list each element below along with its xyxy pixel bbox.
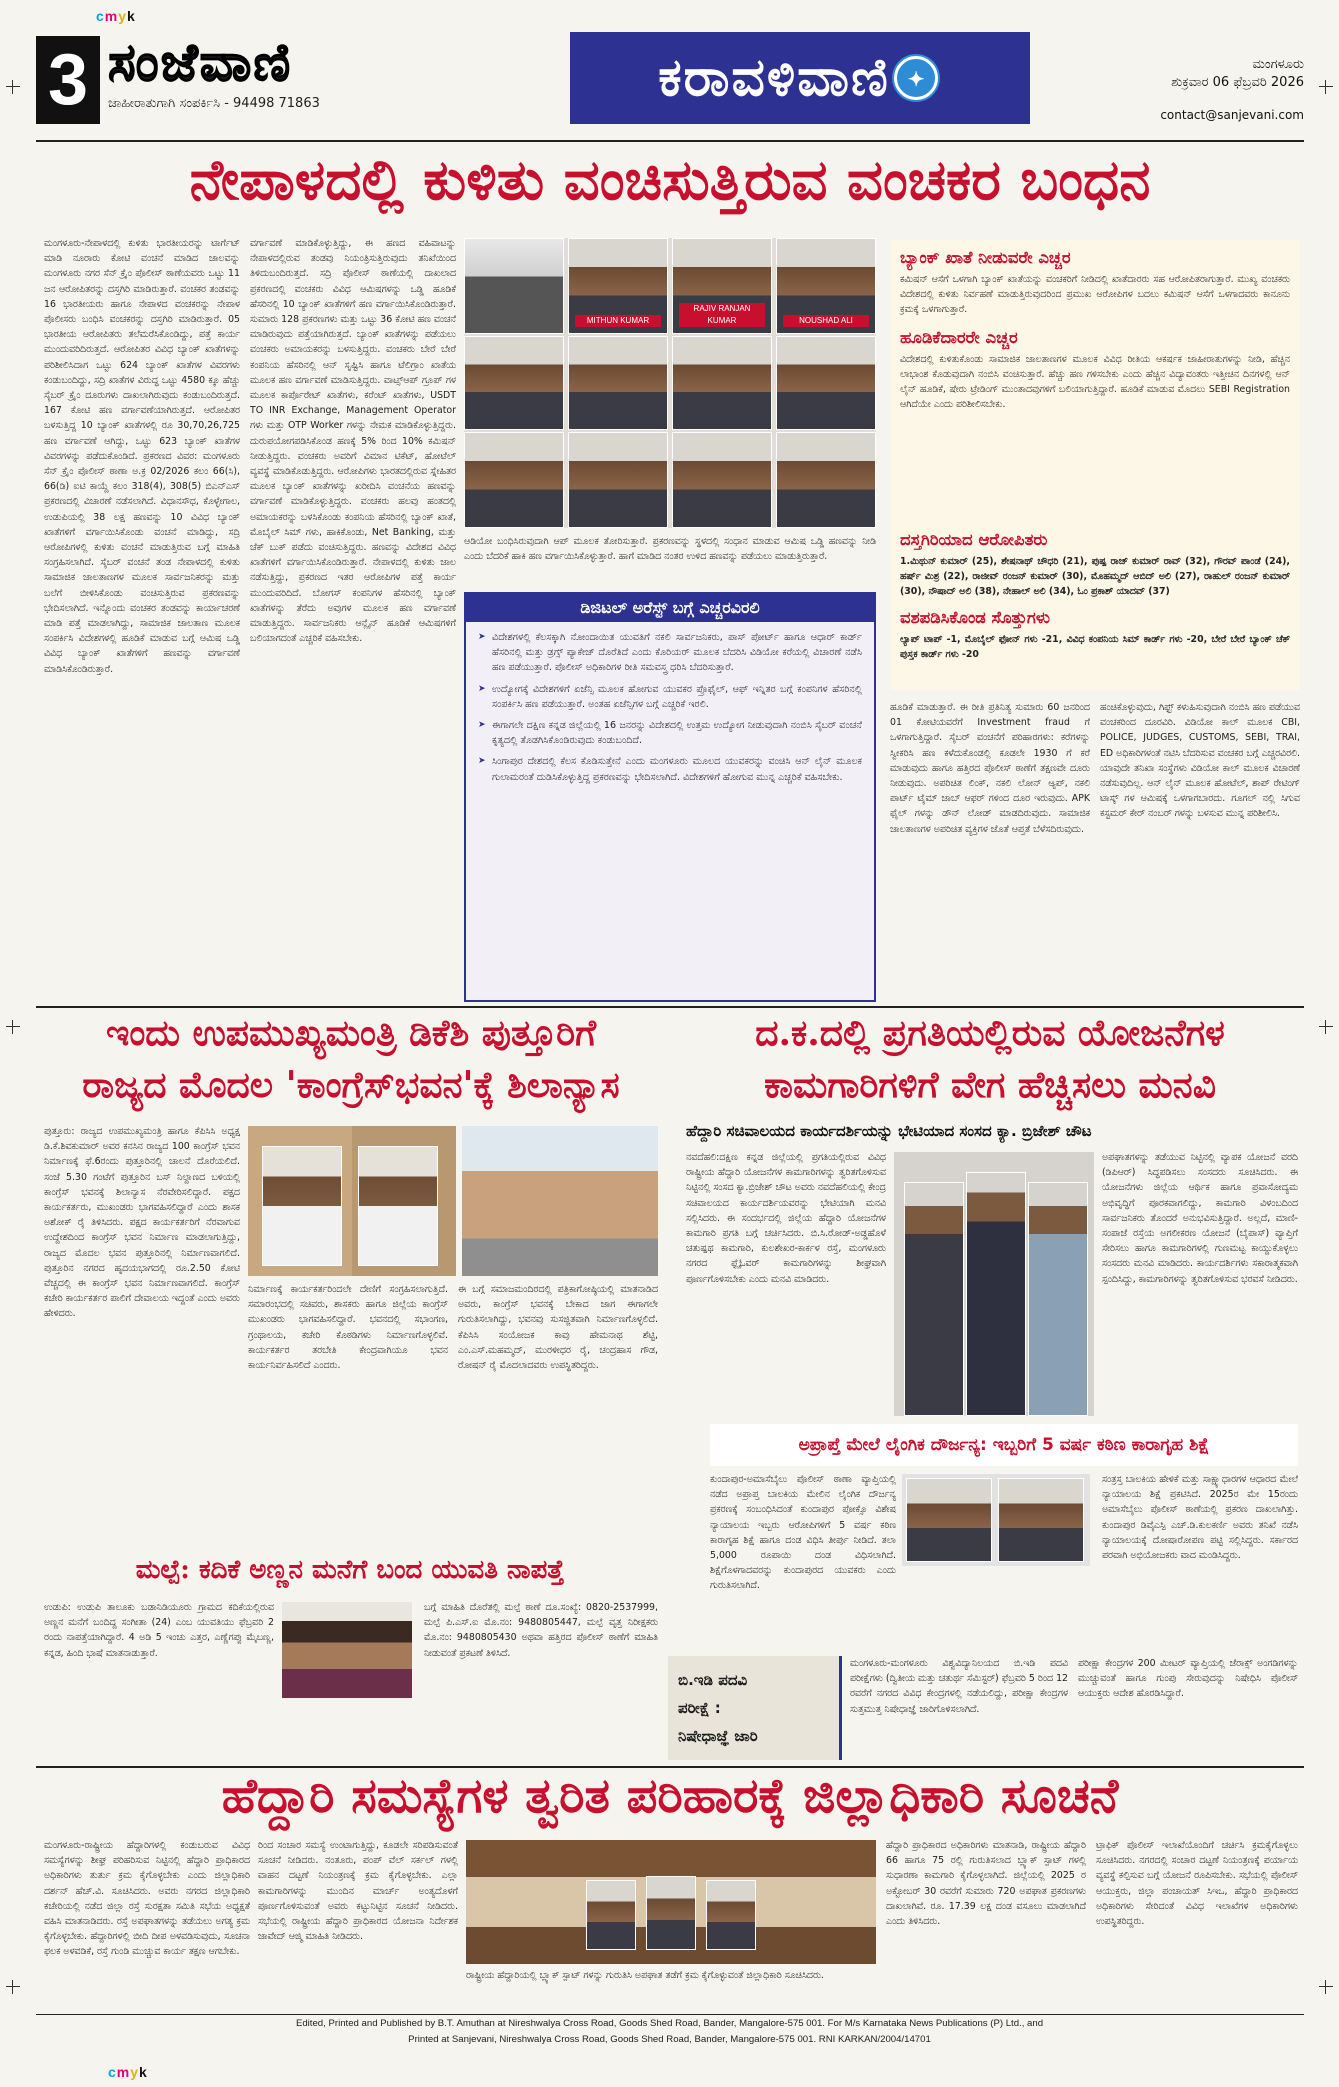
suspect-photo — [672, 336, 772, 430]
suspect-photo — [568, 432, 668, 528]
divider — [36, 1006, 1304, 1008]
suspect-photo — [464, 336, 564, 430]
registration-mark-icon — [6, 1980, 20, 1994]
lead-col-2: ವರ್ಗಾವಣೆ ಮಾಡಿಕೊಳ್ಳುತ್ತಿದ್ದು, ಈ ಹಣದ ವಹಿವಾಟನ್ನು ನೇಪಾಳದಲ್ಲಿರುವ ತಂಡವು ನಿಯಂತ್ರಿಸುತ್ತಿರುವುದು ತನಿಖೆಯಿಂದ ತಿಳಿದುಬಂದಿರುತ್ತದೆ. ಸದ್ರಿ ಪೊಲೀಸ್ ಠಾಣೆಯಲ್ಲಿ ದಾಖಲಾದ ಪ್ರಕರಣದಲ್ಲಿ ವಂಚಕರು ವಿವಿಧ ಆಮಿಷಗಳನ್ನು ಒಡ್ಡಿ ಹೂಡಿಕೆ ಹೆಸರಿನಲ್ಲಿ 10 ಬ್ಯಾಂಕ್ ಖಾತೆಗಳಿಗೆ ಹಣ ವರ್ಗಾಯಿಸಿಕೊಂಡಿರುತ್ತಾರೆ. ಸುಮಾರು 128 ಪ್ರಕರಣಗಳು ಮತ್ತು ಒಟ್ಟು 36 ಕೋಟಿ ಹಣ ವಂಚನೆ ಮಾಡಿರುವುದು ಪತ್ತೆಯಾಗಿರುತ್ತದೆ. ಬ್ಯಾಂಕ್ ಖಾತೆಗಳನ್ನು ಪಡೆಯಲು ವಂಚಕರು ಅಮಾಯಕರನ್ನು ಬಳಸುತ್ತಿದ್ದರು. ವಂಚಕರು ಬೇರೆ ಬೇರೆ ಕಂಪನಿಯ ಹೆಸರಿನಲ್ಲಿ ಆನ್ ಸೃಷ್ಟಿಸಿ ಹಾಗೂ ಟೆಲಿಗ್ರಾಂ ಖಾತೆಯ ಮೂಲಕ ಹಣ ವರ್ಗಾವಣೆ ಮಾಡಿಸುತ್ತಿದ್ದರು. ವಾಟ್ಸ್ಆಪ್ ಗ್ರೂಪ್ ಗಳ ಮೂಲಕ ಕಾರ್ಪೊರೇಟ್ ಖಾತೆಗಳು, ಕರೆಂಟ್ ಖಾತೆಗಳು, USDT TO INR Exchange, Management Operator ಗಳು ಮತ್ತು OTP Worker ಗಳನ್ನು ನೇಮಕ ಮಾಡಿಕೊಳ್ಳುತ್ತಿದ್ದರು. ದುರುಪಯೋಗಪಡಿಸಿಕೊಂಡ ಹಣಕ್ಕೆ 5% ರಿಂದ 10% ಕಮಿಷನ್ ನೀಡುತ್ತಿದ್ದರು. ವಂಚಕರು ಅವರಿಗೆ ವಿಮಾನ ಟಿಕೆಟ್, ಹೋಟೆಲ್ ವ್ಯವಸ್ಥೆ ಮಾಡಿಕೊಡುತ್ತಿದ್ದರು. ಆರೋಪಿಗಳು ಭಾರತದಲ್ಲಿರುವ ಸ್ನೇಹಿತರ ಮೂಲಕ ಬ್ಯಾಂಕ್ ಖಾತೆಗಳನ್ನು ಖರೀದಿಸಿ ವಂಚನೆಯ ಹಣವನ್ನು ವರ್ಗಾವಣೆ ಮಾಡಿಕೊಳ್ಳುತ್ತಿದ್ದರು. ವಂಚಕರು ಹಲವು ಹಂತದಲ್ಲಿ ಅಮಾಯಕರನ್ನು ಬಳಸಿಕೊಂಡು ಕಂಪನಿಯ ಹೆಸರಿನಲ್ಲಿ ಬ್ಯಾಂಕ್ ಖಾತೆ, ಮೊಬೈಲ್ ಸಿಮ್ ಗಳು, ಹಾಕಿಕೊಂಡು, Net Banking, ಮತ್ತು ಚೆಕ್ ಬುಕ್ ಪಡೆದು ವಂಚಿಸುತ್ತಿದ್ದರು. ಹಣವನ್ನು ವಿದೇಶದ ವಿವಿಧ ಖಾತೆಗಳಿಗೆ ವರ್ಗಾಯಿಸಿಕೊಂಡಿರುತ್ತಾರೆ. ನೇಪಾಳದಲ್ಲಿ ಕುಳಿತು ಜಾಲ ನಡೆಸುತ್ತಿದ್ದು, ಪ್ರಕರಣದ ಇತರ ಆರೋಪಿಗಳ ಪತ್ತೆ ಕಾರ್ಯ ಮುಂದುವರಿದಿದೆ. ಬೋಗಸ್ ಕಂಪನಿಗಳ ಹೆಸರಿನಲ್ಲಿ ಬ್ಯಾಂಕ್ ಖಾತೆಗಳನ್ನು ತೆರೆದು ಅವುಗಳ ಮೂಲಕ ಹಣ ವರ್ಗಾವಣೆ ಮಾಡುತ್ತಿದ್ದರು. ಸಾರ್ವಜನಿಕರು ಆನ್ಲೈನ್ ಹೂಡಿಕೆ ಆಮಿಷಗಳಿಗೆ ಬಲಿಯಾಗದಂತೆ ಎಚ್ಚರಿಕೆ ವಹಿಸಬೇಕು. — [250, 238, 456, 645]
edition-name: ಕರಾವಳಿವಾಣಿ — [658, 47, 890, 108]
convict-photos — [902, 1474, 1090, 1566]
mp-meeting-photo — [894, 1152, 1094, 1416]
congress-col-1: ಪುತ್ತೂರು: ರಾಜ್ಯದ ಉಪಮುಖ್ಯಮಂತ್ರಿ ಹಾಗೂ ಕೆಪಿಸಿಸಿ ಅಧ್ಯಕ್ಷ ಡಿ.ಕೆ.ಶಿವಕುಮಾರ್ ಅವರ ಕನಸಿನ ರಾಜ್ಯದ 100 ಕಾಂಗ್ರೆಸ್ ಭವನ ನಿರ್ಮಾಣಕ್ಕೆ ಫೆ.6ರಂದು ಪುತ್ತೂರಿನಲ್ಲಿ ಚಾಲನೆ ದೊರೆಯಲಿದೆ. ಸಂಜೆ 5.30 ಗಂಟೆಗೆ ಪುತ್ತೂರಿನ ಬಸ್ ನಿಲ್ದಾಣದ ಬಳಿಯಲ್ಲಿ ಕಾಂಗ್ರೆಸ್ ಭವನಕ್ಕೆ ಶಿಲಾನ್ಯಾಸ ನೆರವೇರಿಸಲಿದ್ದಾರೆ. ಪಕ್ಷದ ಕಾರ್ಯಕರ್ತರು, ಮುಖಂಡರು ಭಾಗವಹಿಸಲಿದ್ದಾರೆ ಎಂದು ಶಾಸಕ ಅಶೋಕ್ ರೈ ತಿಳಿಸಿದರು. ಪಕ್ಷದ ಕಾರ್ಯಕರ್ತರಿಗೆ ನೆರವಾಗುವ ಉದ್ದೇಶದಿಂದ ಕಾಂಗ್ರೆಸ್ ಭವನ ನಿರ್ಮಾಣ ಮಾಡಲಾಗುತ್ತಿದ್ದು, ರಾಜ್ಯದ ಮೊದಲ ಭವನ ಪುತ್ತೂರಿನಲ್ಲಿ ನಿರ್ಮಾಣವಾಗಲಿದೆ. ಪುತ್ತೂರಿನ ನಗರದ ಹೃದಯಭಾಗದಲ್ಲಿ ರೂ.2.50 ಕೋಟಿ ವೆಚ್ಚದಲ್ಲಿ ಈ ಕಾಂಗ್ರೆಸ್ ಭವನ ನಿರ್ಮಾಣವಾಗಲಿದೆ. ಕಾಂಗ್ರೆಸ್ ಕಚೇರಿ ಕಾರ್ಯಕರ್ತರ ಪಾಲಿಗೆ ದೇವಾಲಯ ಇದ್ದಂತೆ ಎಂದು ಅವರು ಹೇಳಿದರು. — [44, 1126, 240, 1320]
person-photo — [966, 1172, 1026, 1416]
registration-mark-icon — [6, 1020, 20, 1034]
brand-name: ಸಂಜೆವಾಣಿ — [108, 32, 293, 93]
highway-col-3: ಹೆದ್ದಾರಿ ಪ್ರಾಧಿಕಾರದ ಅಧಿಕಾರಿಗಳು ಮಾತನಾಡಿ, ರಾಷ್ಟ್ರೀಯ ಹೆದ್ದಾರಿ 66 ಹಾಗೂ 75 ರಲ್ಲಿ ಗುರುತಿಸಲಾದ ಬ್ಲ್ಯಾಕ್ ಸ್ಪಾಟ್ ಗಳಲ್ಲಿ ಸುಧಾರಣಾ ಕಾಮಗಾರಿ ಕೈಗೊಳ್ಳಲಾಗಿದೆ. ಜಿಲ್ಲೆಯಲ್ಲಿ 2025 ರ ಅಕ್ಟೋಬರ್ 30 ರವರೆಗೆ ಸುಮಾರು 720 ಅಪಘಾತ ಪ್ರಕರಣಗಳು ದಾಖಲಾಗಿವೆ. ರೂ. 17.39 ಲಕ್ಷ ದಂಡ ವಸೂಲು ಮಾಡಲಾಗಿದೆ ಎಂದು ತಿಳಿಸಿದರು. — [886, 1840, 1086, 1928]
person-photo — [1028, 1182, 1088, 1416]
contact-email[interactable]: contact@sanjevani.com — [1160, 108, 1304, 122]
masthead — [36, 32, 1304, 132]
list-item: ➤ ವಿದೇಶಗಳಲ್ಲಿ ಕೆಲಸಕ್ಕಾಗಿ ನೋಂದಾಯಿತ ಯುವತಿಗೆ ನಕಲಿ ಸಾರ್ವಜನಿಕರು, ಪಾಸ್ ಪೋರ್ಟ್ ಹಾಗೂ ಆಧಾರ್ ಕಾರ್ಡ್ ಹೆಸರಿನಲ್ಲಿ ಮತ್ತು ಡ್ರಗ್ಸ್ ಪ್ಯಾಕೇಜ್ ದೊರೆತಿದೆ ಎಂದು ಕೊರಿಯರ್ ಮೂಲಕ ಬೆದರಿಸಿ ವಿಡಿಯೋ ಕರೆಯಲ್ಲಿ ವಿಚಾರಣೆ ನಡೆಸಿ ಹಣ ಪಡೆಯುತ್ತಾರೆ. ಪೊಲೀಸ್ ಅಧಿಕಾರಿಗಳ ರೀತಿ ಸಮವಸ್ತ್ರ ಧರಿಸಿ ಬೆದರಿಸುತ್ತಾರೆ. — [478, 630, 862, 676]
arrested-title: ದಸ್ತಗಿರಿಯಾದ ಆರೋಪಿತರು — [900, 530, 1048, 549]
lead-headline: ನೇಪಾಳದಲ್ಲಿ ಕುಳಿತು ವಂಚಿಸುತ್ತಿರುವ ವಂಚಕರ ಬಂಧನ — [189, 147, 1151, 213]
suspect-photo: RAJIV RANJAN KUMAR — [672, 238, 772, 334]
malpe-headline: ಮಲ್ಪೆ: ಕದಿಕೆ ಅಣ್ಣನ ಮನೆಗೆ ಬಂದ ಯುವತಿ ನಾಪತ್ತೆ — [135, 1555, 565, 1585]
suspect-photo — [464, 432, 564, 528]
imprint-line-1: Edited, Printed and Published by B.T. Amuthan at Nireshwalya Cross Road, Goods Shed Road, Bander, Mangalore-575 001. For M/s Karnataka News Publications (P) Ltd., and — [295, 2018, 1044, 2029]
divider — [36, 2014, 1304, 2015]
highway-headline: ಹೆದ್ದಾರಿ ಸಮಸ್ಯೆಗಳ ತ್ವರಿತ ಪರಿಹಾರಕ್ಕೆ ಜಿಲ್ಲಾಧಿಕಾರಿ ಸೂಚನೆ — [221, 1768, 1119, 1824]
person-photo — [358, 1146, 438, 1266]
person-photo — [904, 1182, 964, 1416]
projects-byline: ಹೆದ್ದಾರಿ ಸಚಿವಾಲಯದ ಕಾರ್ಯದರ್ಶಿಯನ್ನು ಭೇಟಿಯಾದ ಸಂಸದ ಕ್ಯಾ. ಬ್ರಿಜೇಶ್ ಚೌಟ — [686, 1122, 1092, 1140]
dateline — [1171, 56, 1304, 92]
brand-tagline: ಜಾಹೀರಾತುಗಾಗಿ ಸಂಪರ್ಕಿಸಿ - 94498 71863 — [108, 96, 320, 111]
list-item: ➤ ಸಿಂಗಾಪುರ ದೇಶದಲ್ಲಿ ಕೆಲಸ ಕೊಡಿಸುತ್ತೇನೆ ಎಂದು ಮಂಗಳೂರು ಮೂಲದ ಯುವಕರನ್ನು ವಂಚಿಸಿ ಆನ್ ಲೈನ್ ಮೂಲಕ ಗುಲಾಮರಂತೆ ದುಡಿಸಿಕೊಳ್ಳುತ್ತಿದ್ದ ಪ್ರಕರಣವನ್ನು ಭೇದಿಸಲಾಗಿದೆ. ವಿದೇಶಗಳಿಗೆ ಹೋಗುವ ಮುನ್ನ ಎಚ್ಚರಿಕೆ ವಹಿಸಬೇಕು. — [478, 754, 862, 784]
divider — [36, 140, 1304, 142]
bank-warning-title: ಬ್ಯಾಂಕ್ ಖಾತೆ ನೀಡುವರೇ ಎಚ್ಚರ — [900, 248, 1071, 267]
person-photo — [586, 1880, 636, 1950]
seized-list: ಲ್ಯಾಪ್ ಟಾಪ್ -1, ಮೊಬೈಲ್ ಫೋನ್ ಗಳು -21, ವಿವಿಧ ಕಂಪನಿಯ ಸಿಮ್ ಕಾರ್ಡ್ ಗಳು -20, ಬೇರೆ ಬೇರೆ ಬ್ಯಾಂಕ್ ಚೆಕ್ ಪುಸ್ತಕ ಕಾರ್ಡ್ ಗಳು -20 — [900, 633, 1290, 660]
pocso-headline: ಅಪ್ರಾಪ್ತೆ ಮೇಲೆ ಲೈಂಗಿಕ ದೌರ್ಜನ್ಯ: ಇಬ್ಬರಿಗೆ 5 ವರ್ಷ ಕಠಿಣ ಕಾರಾಗೃಹ ಶಿಕ್ಷೆ — [710, 1424, 1298, 1466]
registration-mark-icon — [6, 80, 20, 94]
person-photo — [906, 1478, 992, 1562]
dateline-date: ಶುಕ್ರವಾರ 06 ಫೆಬ್ರವರಿ 2026 — [1171, 75, 1304, 90]
invest-warning-text: ವಿದೇಶದಲ್ಲಿ ಕುಳಿತುಕೊಂಡು ಸಾಮಾಜಿಕ ಜಾಲತಾಣಗಳ ಮೂಲಕ ವಿವಿಧ ರೀತಿಯ ಆಕರ್ಷಕ ಜಾಹೀರಾತುಗಳನ್ನು ನೀಡಿ, ಹೆಚ್ಚಿನ ಲಾಭಾಂಶ ಕೊಡುವುದಾಗಿ ನಂಬಿಸಿ ವಂಚಿಸುತ್ತಾರೆ. ಹೆಚ್ಚು ಹಣ ಗಳಿಸಬೇಕು ಎಂದು ಹೆಚ್ಚಿನ ವಿದ್ಯಾವಂತರು ಇತ್ತೀಚಿನ ದಿನಗಳಲ್ಲಿ ಆನ್ ಲೈನ್ ಹೂಡಿಕೆ, ಷೇರು ಟ್ರೇಡಿಂಗ್ ಮುಂತಾದವುಗಳಿಗೆ ಬಲಿಯಾಗುತ್ತಿದ್ದಾರೆ. ಹೂಡಿಕೆ ಮಾಡುವ ಮೊದಲು SEBI Registration ಆಗಿದೆಯೇ ಎಂದು ಪರಿಶೀಲಿಸಬೇಕು. — [900, 353, 1290, 411]
suspect-photo — [776, 336, 876, 430]
suspect-photo — [568, 336, 668, 430]
projects-col-1: ನವದೆಹಲಿ:ದಕ್ಷಿಣ ಕನ್ನಡ ಜಿಲ್ಲೆಯಲ್ಲಿ ಪ್ರಗತಿಯಲ್ಲಿರುವ ವಿವಿಧ ರಾಷ್ಟ್ರೀಯ ಹೆದ್ದಾರಿ ಯೋಜನೆಗಳ ಕಾಮಗಾರಿಗಳನ್ನು ತ್ವರಿತಗೊಳಿಸುವ ನಿಟ್ಟಿನಲ್ಲಿ ಸಂಸದ ಕ್ಯಾ.ಬ್ರಿಜೇಶ್ ಚೌಟ ಅವರು ನವದೆಹಲಿಯಲ್ಲಿ ಕೇಂದ್ರ ಸಚಿವಾಲಯದ ಕಾರ್ಯದರ್ಶಿಯವರನ್ನು ಭೇಟಿಯಾಗಿ ಮನವಿ ಸಲ್ಲಿಸಿದರು. ಈ ಸಂದರ್ಭದಲ್ಲಿ ಜಿಲ್ಲೆಯ ಹೆದ್ದಾರಿ ಯೋಜನೆಗಳ ಕಾಮಗಾರಿ ಪ್ರಗತಿ ಬಗ್ಗೆ ಚರ್ಚಿಸಿದರು. ಬಿ.ಸಿ.ರೋಡ್-ಅಡ್ಡಹೊಳೆ ಚತುಷ್ಪಥ ಕಾಮಗಾರಿ, ಕುಲಶೇಖರ-ಕಾರ್ಕಳ ರಸ್ತೆ, ಮಂಗಳೂರು ನಗರದ ಫ್ಲೈಓವರ್ ಕಾಮಗಾರಿಗಳನ್ನು ಶೀಘ್ರವಾಗಿ ಪೂರ್ಣಗೊಳಿಸಬೇಕು ಎಂದು ಮನವಿ ಮಾಡಿದರು. — [686, 1152, 886, 1285]
bank-warning-text: ಕಮಿಷನ್ ಆಸೆಗೆ ಒಳಗಾಗಿ ಬ್ಯಾಂಕ್ ಖಾತೆಯನ್ನು ವಂಚಕರಿಗೆ ನೀಡಿದಲ್ಲಿ ಖಾತೆದಾರರು ಸಹ ಆರೋಪಿತರಾಗುತ್ತಾರೆ. ಮುಖ್ಯ ವಂಚಕರು ವಿದೇಶದಲ್ಲಿ ಕುಳಿತು ನಿರ್ವಹಣೆ ಮಾಡುತ್ತಿರುವುದರಿಂದ ಪ್ರಮುಖ ಆರೋಪಿಗಳ ಬದಲು ಕಮಿಷನ್ ಆಸೆಗೆ ಒಳಗಾದವರು ಕಾನೂನು ಕ್ರಮಕ್ಕೆ ಒಳಗಾಗುತ್ತಾರೆ. — [900, 274, 1290, 316]
highway-col-2: ರಿಂದ ಸಂಚಾರ ಸಮಸ್ಯೆ ಉಂಟಾಗುತ್ತಿದ್ದು, ಕೂಡಲೇ ಸರಿಪಡಿಸುವಂತೆ ಸೂಚನೆ ನೀಡಿದರು. ನಂತೂರು, ಪಂಪ್ ವೆಲ್ ಸರ್ಕಲ್ ಗಳಲ್ಲಿ ವಾಹನ ದಟ್ಟಣೆ ನಿಯಂತ್ರಣಕ್ಕೆ ಕ್ರಮ ಕೈಗೊಳ್ಳಬೇಕು. ಎಲ್ಲಾ ಕಾಮಗಾರಿಗಳನ್ನು ಮುಂದಿನ ಮಾರ್ಚ್ ಅಂತ್ಯದೊಳಗೆ ಪೂರ್ಣಗೊಳಿಸುವಂತೆ ಅವರು ಕಟ್ಟುನಿಟ್ಟಿನ ಸೂಚನೆ ನೀಡಿದರು. ಸಭೆಯಲ್ಲಿ ರಾಷ್ಟ್ರೀಯ ಹೆದ್ದಾರಿ ಪ್ರಾಧಿಕಾರದ ಯೋಜನಾ ನಿರ್ದೇಶಕ ಜಾವೇದ್ ಆಜ್ಮಿ ಮಾಹಿತಿ ನೀಡಿದರು. — [258, 1840, 458, 1943]
cmyk-marks-bottom: cmyk — [108, 2064, 148, 2080]
projects-headline-1: ದ.ಕ.ದಲ್ಲಿ ಪ್ರಗತಿಯಲ್ಲಿರುವ ಯೋಜನೆಗಳ — [755, 1012, 1225, 1054]
registration-mark-icon — [1319, 1980, 1333, 1994]
bed-col-2: ಪರೀಕ್ಷಾ ಕೇಂದ್ರಗಳ 200 ಮೀಟರ್ ವ್ಯಾಪ್ತಿಯಲ್ಲಿ ಜೆರಾಕ್ಸ್ ಅಂಗಡಿಗಳನ್ನು ಮುಚ್ಚುವಂತೆ ಹಾಗೂ ಗುಂಪು ಸೇರುವುದನ್ನು ನಿಷೇಧಿಸಿ ಪೊಲೀಸ್ ಆಯುಕ್ತರು ಆದೇಶ ಹೊರಡಿಸಿದ್ದಾರೆ. — [1078, 1658, 1298, 1700]
congress-col-2: ನಿರ್ಮಾಣಕ್ಕೆ ಕಾರ್ಯಕರ್ತರಿಂದಲೇ ದೇಣಿಗೆ ಸಂಗ್ರಹಿಸಲಾಗುತ್ತಿದೆ. ಸಮಾರಂಭದಲ್ಲಿ ಸಚಿವರು, ಶಾಸಕರು ಹಾಗೂ ಜಿಲ್ಲೆಯ ಕಾಂಗ್ರೆಸ್ ಮುಖಂಡರು ಭಾಗವಹಿಸಲಿದ್ದಾರೆ. ಭವನದಲ್ಲಿ ಸಭಾಂಗಣ, ಗ್ರಂಥಾಲಯ, ಕಚೇರಿ ಕೊಠಡಿಗಳು ನಿರ್ಮಾಣಗೊಳ್ಳಲಿವೆ. ಕಾರ್ಯಕರ್ತರ ತರಬೇತಿ ಕೇಂದ್ರವಾಗಿಯೂ ಭವನ ಕಾರ್ಯನಿರ್ವಹಿಸಲಿದೆ ಎಂದರು. — [248, 1284, 448, 1372]
imprint — [0, 2016, 1339, 2048]
dc-meeting-photo — [466, 1840, 876, 1964]
arrested-panel — [890, 530, 1300, 690]
highway-photo-caption: ರಾಷ್ಟ್ರೀಯ ಹೆದ್ದಾರಿಯಲ್ಲಿ ಬ್ಲ್ಯಾಕ್ ಸ್ಪಾಟ್ ಗಳನ್ನು ಗುರುತಿಸಿ ಅಪಘಾತ ತಡೆಗೆ ಕ್ರಮ ಕೈಗೊಳ್ಳುವಂತೆ ಜಿಲ್ಲಾಧಿಕಾರಿ ಸೂಚಿಸಿದರು. — [466, 1970, 824, 1981]
malpe-col-2: ಬಗ್ಗೆ ಮಾಹಿತಿ ದೊರೆತಲ್ಲಿ ಮಲ್ಪೆ ಠಾಣೆ ದೂ.ಸಂಖ್ಯೆ: 0820-2537999, ಮಲ್ಪೆ ಪಿ.ಎಸ್.ಐ ಮೊ.ನಂ: 9480805447, ಮಲ್ಪೆ ವೃತ್ತ ನಿರೀಕ್ಷಕರು ಮೊ.ನಂ: 9480805430 ಅಥವಾ ಹತ್ತಿರದ ಪೊಲೀಸ್ ಠಾಣೆಗೆ ಮಾಹಿತಿ ನೀಡುವಂತೆ ಪ್ರಕಟಣೆ ತಿಳಿಸಿದೆ. — [424, 1602, 658, 1659]
pocso-col-2: ಸಂತ್ರಸ್ತ ಬಾಲಕಿಯ ಹೇಳಿಕೆ ಮತ್ತು ಸಾಕ್ಷ್ಯಾಧಾರಗಳ ಆಧಾರದ ಮೇಲೆ ನ್ಯಾಯಾಲಯ ಶಿಕ್ಷೆ ಪ್ರಕಟಿಸಿದೆ. 2025ರ ಮೇ 15ರಂದು ಅಮಾಸೆಬೈಲು ಪೊಲೀಸ್ ಠಾಣೆಯಲ್ಲಿ ಪ್ರಕರಣ ದಾಖಲಾಗಿತ್ತು. ಕುಂದಾಪುರ ಡಿವೈಎಸ್ಪಿ ಎಚ್.ಡಿ.ಕುಲಕರ್ಣಿ ಅವರು ತನಿಖೆ ನಡೆಸಿ ನ್ಯಾಯಾಲಯಕ್ಕೆ ದೋಷಾರೋಪಣ ಪಟ್ಟಿ ಸಲ್ಲಿಸಿದ್ದರು. ಸರ್ಕಾರದ ಪರವಾಗಿ ಅಭಿಯೋಜಕರು ವಾದ ಮಂಡಿಸಿದ್ದರು. — [1102, 1474, 1298, 1562]
lead-right-col-2: ಹಂಚಿಕೊಳ್ಳುವುದು, ಗಿಫ್ಟ್ ಕಳುಹಿಸುವುದಾಗಿ ನಂಬಿಸಿ ಹಣ ಪಡೆಯುವ ವಂಚಕರಿಂದ ದೂರವಿರಿ. ವಿಡಿಯೋ ಕಾಲ್ ಮೂಲಕ CBI, POLICE, JUDGES, CUSTOMS, SEBI, TRAI, ED ಅಧಿಕಾರಿಗಳಂತೆ ನಟಿಸಿ ಬೆದರಿಸುವ ವಂಚಕರ ಬಗ್ಗೆ ಎಚ್ಚರವಿರಲಿ. ಯಾವುದೇ ತನಿಖಾ ಸಂಸ್ಥೆಗಳು ವಿಡಿಯೋ ಕಾಲ್ ಮೂಲಕ ವಿಚಾರಣೆ ನಡೆಸುವುದಿಲ್ಲ. ಆನ್ ಲೈನ್ ಮೂಲಕ ಹೋಟೆಲ್, ಶಾಪ್ ರೇಟಿಂಗ್ ಟಾಸ್ಕ್ ಗಳ ಆಮಿಷಕ್ಕೆ ಒಳಗಾಗಬಾರದು. ಗೂಗಲ್ ನಲ್ಲಿ ಸಿಗುವ ಕಸ್ಟಮರ್ ಕೇರ್ ನಂಬರ್ ಗಳನ್ನು ಬಳಸುವ ಮುನ್ನ ಪರಿಶೀಲಿಸಿ. — [1100, 702, 1300, 820]
suspect-photo — [672, 432, 772, 528]
registration-mark-icon — [1319, 1020, 1333, 1034]
bhavan-render-photo — [462, 1126, 658, 1276]
suspect-photo: NOUSHAD ALI — [776, 238, 876, 334]
registration-mark-icon — [1319, 80, 1333, 94]
dateline-city: ಮಂಗಳೂರು — [1252, 57, 1304, 72]
digital-arrest-box — [464, 592, 876, 1002]
missing-woman-photo — [282, 1602, 412, 1698]
digital-arrest-title: ಡಿಜಿಟಲ್ ಅರೆಸ್ಟ್ ಬಗ್ಗೆ ಎಚ್ಚರವಿರಲಿ — [466, 594, 874, 622]
pocso-col-1: ಕುಂದಾಪುರ-ಅಮಾಸೆಬೈಲು ಪೊಲೀಸ್ ಠಾಣಾ ವ್ಯಾಪ್ತಿಯಲ್ಲಿ ನಡೆದ ಅಪ್ರಾಪ್ತ ಬಾಲಕಿಯ ಮೇಲಿನ ಲೈಂಗಿಕ ದೌರ್ಜನ್ಯ ಪ್ರಕರಣಕ್ಕೆ ಸಂಬಂಧಿಸಿದಂತೆ ಕುಂದಾಪುರ ಪೋಕ್ಸೊ ವಿಶೇಷ ನ್ಯಾಯಾಲಯ ಇಬ್ಬರು ಆರೋಪಿಗಳಿಗೆ 5 ವರ್ಷ ಕಠಿಣ ಕಾರಾಗೃಹ ಶಿಕ್ಷೆ ಹಾಗೂ ದಂಡ ವಿಧಿಸಿ ತೀರ್ಪು ನೀಡಿದೆ. ತಲಾ 5,000 ರೂಪಾಯಿ ದಂಡ ವಿಧಿಸಲಾಗಿದೆ. ಶಿಕ್ಷೆಗೊಳಗಾದವರನ್ನು ಕುಂದಾಪುರದ ಯುವಕರು ಎಂದು ಗುರುತಿಸಲಾಗಿದೆ. — [710, 1474, 896, 1592]
bed-col-1: ಮಂಗಳೂರು-ಮಂಗಳೂರು ವಿಶ್ವವಿದ್ಯಾನಿಲಯದ ಬಿ.ಇಡಿ ಪದವಿ ಪರೀಕ್ಷೆಗಳು (ದ್ವಿತೀಯ ಮತ್ತು ಚತುರ್ಥ ಸೆಮಿಸ್ಟರ್) ಫೆಬ್ರವರಿ 5 ರಿಂದ 12 ರವರೆಗೆ ನಗರದ ವಿವಿಧ ಕೇಂದ್ರಗಳಲ್ಲಿ ನಡೆಯಲಿದ್ದು, ಪರೀಕ್ಷಾ ಕೇಂದ್ರಗಳ ಸುತ್ತಮುತ್ತ ನಿಷೇಧಾಜ್ಞೆ ಜಾರಿಗೊಳಿಸಲಾಗಿದೆ. — [850, 1658, 1068, 1715]
photo-caption: ಆಡಿಯೋ ಬಂಧಿಸಿರುವುದಾಗಿ ಆಪ್ ಮೂಲಕ ತೋರಿಸುತ್ತಾರೆ. ಪ್ರಕರಣವನ್ನು ಸ್ಥಳದಲ್ಲಿ ಸಂಧಾನ ಮಾಡುವ ಆಮಿಷ ಒಡ್ಡಿ ಹಣವನ್ನು ನೀಡಿ ಎಂದು ಬೆದರಿಕೆ ಹಾಕಿ ಹಣ ವರ್ಗಾಯಿಸಿಕೊಳ್ಳುತ್ತಾರೆ. ಹಾಗೆ ಮಾಡಿದ ನಂತರ ಉಳಿದ ಹಣವನ್ನು ಪಡೆಯಲು ಮಾಡುತ್ತಿರುತ್ತಾರೆ. — [464, 536, 876, 563]
lead-col-1: ಮಂಗಳೂರು-ನೇಪಾಳದಲ್ಲಿ ಕುಳಿತು ಭಾರತೀಯರನ್ನು ಟಾರ್ಗೆಟ್ ಮಾಡಿ ನೂರಾರು ಕೋಟಿ ವಂಚನೆ ಮಾಡಿದ ಜಾಲವನ್ನು ಮಂಗಳೂರು ನಗರ ಸೆನ್ ಕ್ರೈಂ ಪೊಲೀಸ್ ಠಾಣೆಯವರು ಒಟ್ಟು 11 ಜನ ಆರೋಪಿತರನ್ನು ದಸ್ತಗಿರಿ ಮಾಡಿರುತ್ತಾರೆ. ವಂಚಕರ ತಂಡವನ್ನು 16 ಭಾರತೀಯರು ಹಾಗೂ ನೇಪಾಳದ ವಂಚಕರನ್ನು ನೇಪಾಳ ಪೊಲೀಸರು ಬಂಧಿಸಿ ವಂಚಕರನ್ನು ದಸ್ತಗಿರಿ ಮಾಡಿರುತ್ತಾರೆ. 05 ಭಾರತೀಯ ಆರೋಪಿತರು ತಲೆಮರೆಸಿಕೊಂಡಿದ್ದು, ಪತ್ತೆ ಕಾರ್ಯ ಮುಂದುವರಿದಿರುತ್ತದೆ. ಆರೋಪಿತರ ವಿವಿಧ ಬ್ಯಾಂಕ್ ಖಾತೆಗಳನ್ನು ಪರಿಶೀಲಿಸಿದಾಗ ಒಟ್ಟು 624 ಬ್ಯಾಂಕ್ ಖಾತೆಗಳ ವಿವರಗಳು ಕಂಡುಬಂದಿದ್ದು, ಸದ್ರಿ ಖಾತೆಗಳ ವಿರುದ್ಧ ಒಟ್ಟು 4580 ಕ್ಕೂ ಹೆಚ್ಚು ಸೈಬರ್ ಕ್ರೈಂ ದೂರುಗಳು ದಾಖಲಾಗಿರುವುದು ಕಂಡುಬಂದಿರುತ್ತದೆ. 167 ಕೋಟಿ ಹಣ ವರ್ಗಾವಣೆಯಾಗಿರುತ್ತದೆ. ಆರೋಪಿತರ ಬಳಸುತ್ತಿದ್ದ 10 ಬ್ಯಾಂಕ್ ಖಾತೆಗಳಲ್ಲಿ ರೂ 30,70,26,725 ಹಣ ವರ್ಗಾವಣೆ ಆಗಿದ್ದು, ಒಟ್ಟು 623 ಬ್ಯಾಂಕ್ ಖಾತೆಗಳ ವಿವರಗಳನ್ನು ಪಡೆದುಕೊಂಡಿದೆ. ಪ್ರಕರಣದ ವಿವರ: ಮಂಗಳೂರು ಸೆನ್ ಕ್ರೈಂ ಪೊಲೀಸ್ ಠಾಣಾ ಅ.ಕ್ರ 02/2026 ಕಲಂ 66(ಸಿ), 66(ಡಿ) ಐಟಿ ಕಾಯ್ದೆ ಕಲಂ 318(4), 308(5) ಬಿಎನ್ಎಸ್ ಪ್ರಕರಣದಲ್ಲಿ ವಿಚಾರಣೆ ನಡೆಸಲಾಗಿದೆ. ವಿಧಾನಸೌಧ, ಕೊಳ್ಳೇಗಾಲ, ಉಡುಪಿಯಲ್ಲಿ 38 ಲಕ್ಷ ಹಣವನ್ನು 10 ವಿವಿಧ ಬ್ಯಾಂಕ್ ಖಾತೆಗಳಿಗೆ ವರ್ಗಾಯಿಸಿಕೊಂಡು ವಂಚನೆ ಮಾಡಿದ್ದು, ಸದ್ರಿ ಆರೋಪಿಗಳಲ್ಲಿ ಕುಳಿತು ವಂಚನೆ ಮಾಡುತ್ತಿರುವ ಬಗ್ಗೆ ಮಾಹಿತಿ ಸಂಗ್ರಹಿಸಲಾಗಿದೆ. ಸೈಬರ್ ವಂಚನೆ ತಂಡ ನೇಪಾಳದಲ್ಲಿ ಕುಳಿತು ಸಾಮಾಜಿಕ ಜಾಲತಾಣಗಳ ಮೂಲಕ ಸಾರ್ವಜನಿಕರನ್ನು ಮತ್ತು ಬಲೆಗೆ ಬೀಳಿಸಿಕೊಂಡು ವಂಚಿಸುತ್ತಿರುವ ಪ್ರಕರಣವನ್ನು ಭೇದಿಸಲಾಗಿದೆ. ಇನ್ನೊಂದು ವಂಚಕರ ತಂಡವನ್ನು ಕಾರ್ಯಾಚರಣೆ ಮಾಡಿ ಪತ್ತೆ ಮಾಡಲಾಗಿದ್ದು, ಸಾಮಾಜಿಕ ಜಾಲತಾಣ ಮೂಲಕ ಸಂಪರ್ಕಿಸಿ ವಿದೇಶಗಳಲ್ಲಿ ಹೂಡಿಕೆ ಮಾಡುವ ಬಗ್ಗೆ ಆಮಿಷ ಒಡ್ಡಿ ವಿವಿಧ ಬ್ಯಾಂಕ್ ಖಾತೆಗಳಿಗೆ ಹಣವನ್ನು ವರ್ಗಾವಣೆ ಮಾಡಿಸಿಕೊಂಡಿರುತ್ತಾರೆ. — [44, 238, 240, 675]
cmyk-marks-top: cmyk — [96, 8, 136, 24]
page-number: 3 — [36, 36, 100, 124]
dk-photo — [248, 1126, 456, 1276]
person-photo — [646, 1876, 696, 1950]
person-photo — [706, 1880, 756, 1950]
digital-arrest-list — [478, 630, 862, 785]
projects-headline-2: ಕಾಮಗಾರಿಗಳಿಗೆ ವೇಗ ಹೆಚ್ಚಿಸಲು ಮನವಿ — [764, 1064, 1216, 1106]
highway-col-1: ಮಂಗಳೂರು-ರಾಷ್ಟ್ರೀಯ ಹೆದ್ದಾರಿಗಳಲ್ಲಿ ಕಂಡುಬರುವ ವಿವಿಧ ಸಮಸ್ಯೆಗಳನ್ನು ಶೀಘ್ರ ಪರಿಹರಿಸುವ ನಿಟ್ಟಿನಲ್ಲಿ ಹೆದ್ದಾರಿ ಪ್ರಾಧಿಕಾರದ ಅಧಿಕಾರಿಗಳು ತುರ್ತು ಕ್ರಮ ಕೈಗೊಳ್ಳಬೇಕು ಎಂದು ಜಿಲ್ಲಾಧಿಕಾರಿ ದರ್ಶನ್ ಹೆಚ್.ವಿ. ಸೂಚಿಸಿದರು. ಅವರು ನಗರದ ಜಿಲ್ಲಾಧಿಕಾರಿ ಕಚೇರಿಯಲ್ಲಿ ನಡೆದ ಜಿಲ್ಲಾ ರಸ್ತೆ ಸುರಕ್ಷತಾ ಸಮಿತಿ ಸಭೆಯ ಅಧ್ಯಕ್ಷತೆ ವಹಿಸಿ ಮಾತನಾಡಿದರು. ರಸ್ತೆ ಅಪಘಾತಗಳನ್ನು ತಡೆಯಲು ಅಗತ್ಯ ಕ್ರಮ ಕೈಗೊಳ್ಳಬೇಕು. ಹೆದ್ದಾರಿಗಳಲ್ಲಿ ಬೀದಿ ದೀಪ ಅಳವಡಿಸುವುದು, ಸೂಚನಾ ಫಲಕ ಅಳವಡಿಕೆ, ರಸ್ತೆ ಗುಂಡಿ ಮುಚ್ಚುವ ಕಾರ್ಯ ತಕ್ಷಣ ಆಗಬೇಕು. — [44, 1840, 250, 1958]
suspect-photos — [464, 238, 876, 528]
dove-logo-icon — [894, 56, 938, 100]
congress-col-3: ಈ ಬಗ್ಗೆ ಸಮಾಜಮಂದಿರದಲ್ಲಿ ಪತ್ರಿಕಾಗೋಷ್ಠಿಯಲ್ಲಿ ಮಾತನಾಡಿದ ಅವರು, ಕಾಂಗ್ರೆಸ್ ಭವನಕ್ಕೆ ಬೇಕಾದ ಜಾಗ ಈಗಾಗಲೇ ಗುರುತಿಸಲಾಗಿದ್ದು, ಭವನವು ಸುಸಜ್ಜಿತವಾಗಿ ನಿರ್ಮಾಣಗೊಳ್ಳಲಿದೆ. ಕೆಪಿಸಿಸಿ ಸಂಯೋಜಕ ಕಾವು ಹೇಮನಾಥ ಶೆಟ್ಟಿ, ಎಂ.ಎಸ್.ಮಹಮ್ಮದ್, ಮುರಳೀಧರ ರೈ, ಚಂದ್ರಹಾಸ ಗೌಡ, ರೋಷನ್ ರೈ ಮೊದಲಾದವರು ಉಪಸ್ಥಿತರಿದ್ದರು. — [458, 1284, 658, 1372]
invest-warning-title: ಹೂಡಿಕೆದಾರರೇ ಎಚ್ಚರ — [900, 327, 1018, 347]
person-photo — [262, 1146, 342, 1266]
edition-title — [570, 32, 1030, 124]
arrested-list: 1.ಮಿಥುನ್ ಕುಮಾರ್ (25), ಶೇಷನಾಥ್ ಚೌಧರಿ (21), ಪುಷ್ಪ ರಾಜ್ ಕುಮಾರ್ ರಾವ್ (32), ಗೌರವ್ ಪಾಂಡೆ (24), ಹರ್ಷ್ ಮಿಶ್ರ (22), ರಾಜೀವ್ ರಂಜನ್ ಕುಮಾರ್ (30), ಮೊಹಮ್ಮದ್ ಆಬಿದ್ ಅಲಿ (27), ರಾಹುಲ್ ರಂಜನ್ ಕುಮಾರ್ (30), ನೌಷಾದ್ ಅಲಿ (38), ನೇಹಾಲ್ ಅಲಿ (34), ಓಂ ಪ್ರಕಾಶ್ ಯಾದವ್ (37) — [900, 556, 1290, 598]
person-photo — [998, 1478, 1084, 1562]
seized-title: ವಶಪಡಿಸಿಕೊಂಡ ಸೊತ್ತುಗಳು — [900, 607, 1051, 627]
projects-col-2: ಅಪಘಾತಗಳನ್ನು ತಡೆಯುವ ನಿಟ್ಟಿನಲ್ಲಿ ವ್ಯಾಪಕ ಯೋಜನೆ ವರದಿ (ಡಿಪಿಆರ್) ಸಿದ್ಧಪಡಿಸಲು ಸಂಸದರು ಸೂಚಿಸಿದರು. ಈ ಯೋಜನೆಗಳು ಜಿಲ್ಲೆಯ ಆರ್ಥಿಕ ಹಾಗೂ ಪ್ರವಾಸೋದ್ಯಮ ಅಭಿವೃದ್ಧಿಗೆ ಪೂರಕವಾಗಲಿದ್ದು, ಕಾಮಗಾರಿ ವಿಳಂಬದಿಂದ ಸಾರ್ವಜನಿಕರು ತೊಂದರೆ ಅನುಭವಿಸುತ್ತಿದ್ದಾರೆ. ಅಲ್ಲದೆ, ಮಾಣಿ-ಸಂಪಾಜೆ ರಸ್ತೆಯ ಅಗಲೀಕರಣ ಯೋಜನೆ (ಬೈಪಾಸ್) ವ್ಯಾಪ್ತಿಗೆ ಸೇರಿಸಲು ಹಾಗೂ ಕಾಮಗಾರಿಗಳಲ್ಲಿ ಗುಣಮಟ್ಟ ಕಾಯ್ದುಕೊಳ್ಳಲು ಸಂಸದರು ಮನವಿ ಮಾಡಿದರು. ಕಾರ್ಯದರ್ಶಿಗಳು ಸಕಾರಾತ್ಮಕವಾಗಿ ಸ್ಪಂದಿಸಿದ್ದು, ಕಾಮಗಾರಿಗಳನ್ನು ತ್ವರಿತಗೊಳಿಸುವ ಭರವಸೆ ನೀಡಿದರು. — [1102, 1152, 1298, 1285]
congress-headline-2: ರಾಜ್ಯದ ಮೊದಲ 'ಕಾಂಗ್ರೆಸ್‌ಭವನ'ಕ್ಕೆ ಶಿಲಾನ್ಯಾಸ — [82, 1064, 620, 1106]
imprint-line-2: Printed at Sanjevani, Nireshwalya Cross Road, Goods Shed Road, Bander, Mangalore-575 001. RNI KARKAN/2004/14701 — [408, 2034, 931, 2045]
list-item: ➤ ಈಗಾಗಲೇ ದಕ್ಷಿಣ ಕನ್ನಡ ಜಿಲ್ಲೆಯಲ್ಲಿ 16 ಜನರನ್ನು ವಿದೇಶದಲ್ಲಿ ಉತ್ತಮ ಉದ್ಯೋಗ ನೀಡುವುದಾಗಿ ನಂಬಿಸಿ ಸೈಬರ್ ವಂಚನೆ ಕೃತ್ಯದಲ್ಲಿ ತೊಡಗಿಸಿಕೊಂಡಿರುವುದು ಕಂಡುಬಂದಿದೆ. — [478, 718, 862, 748]
list-item: ➤ ಉದ್ಯೋಗಕ್ಕೆ ವಿದೇಶಗಳಿಗೆ ಏಜೆನ್ಸಿ ಮೂಲಕ ಹೋಗುವ ಯುವಕರ ಪ್ರೊಫೈಲ್, ಆಫ್ ಇನ್ನಿತರ ಬಗ್ಗೆ ಕಂಪನಿಗಳ ಹೆಸರಿನಲ್ಲಿ ಸಂಪರ್ಕಿಸಿ ಹಣ ಪಡೆಯುತ್ತಾರೆ. ಅಂತಹ ಏಜೆನ್ಸಿಗಳ ಬಗ್ಗೆ ಎಚ್ಚರಿಕೆ ಇರಲಿ. — [478, 682, 862, 712]
malpe-col-1: ಉಡುಪಿ: ಉಡುಪಿ ತಾಲೂಕು ಬಡಾನಿಡಿಯೂರು ಗ್ರಾಮದ ಕದಿಕೆಯಲ್ಲಿರುವ ಅಣ್ಣನ ಮನೆಗೆ ಬಂದಿದ್ದ ಸಂಗೀತಾ (24) ಎಂಬ ಯುವತಿಯು ಫೆಬ್ರವರಿ 2 ರಂದು ನಾಪತ್ತೆಯಾಗಿದ್ದಾರೆ. 4 ಅಡಿ 5 ಇಂಚು ಎತ್ತರ, ಎಣ್ಣೆಗಪ್ಪು ಮೈಬಣ್ಣ, ಕನ್ನಡ, ಹಿಂದಿ ಭಾಷೆ ಮಾತನಾಡುತ್ತಾರೆ. — [44, 1602, 274, 1659]
laptop-photo — [464, 238, 564, 334]
highway-col-4: ಟ್ರಾಫಿಕ್ ಪೊಲೀಸ್ ಇಲಾಖೆಯೊಂದಿಗೆ ಚರ್ಚಿಸಿ ಕ್ರಮಕೈಗೊಳ್ಳಲು ಸೂಚಿಸಿದರು. ನಗರದಲ್ಲಿ ಸಂಚಾರ ದಟ್ಟಣೆ ನಿಯಂತ್ರಣಕ್ಕೆ ಪರ್ಯಾಯ ವ್ಯವಸ್ಥೆ ಕಲ್ಪಿಸುವ ಬಗ್ಗೆ ಯೋಜನೆ ರೂಪಿಸಬೇಕು. ಸಭೆಯಲ್ಲಿ ಪೊಲೀಸ್ ಆಯುಕ್ತರು, ಜಿಲ್ಲಾ ಪಂಚಾಯತ್ ಸಿಇಒ, ಹೆದ್ದಾರಿ ಪ್ರಾಧಿಕಾರದ ಅಧಿಕಾರಿಗಳು ಸೇರಿದಂತೆ ವಿವಿಧ ಇಲಾಖೆಗಳ ಅಧಿಕಾರಿಗಳು ಉಪಸ್ಥಿತರಿದ್ದರು. — [1096, 1840, 1298, 1928]
congress-headline-1: ಇಂದು ಉಪಮುಖ್ಯಮಂತ್ರಿ ಡಿಕೆಶಿ ಪುತ್ತೂರಿಗೆ — [105, 1012, 597, 1054]
suspect-photo: MITHUN KUMAR — [568, 238, 668, 334]
suspect-photo — [776, 432, 876, 528]
lead-right-col-1: ಹೂಡಿಕೆ ಮಾಡುತ್ತಾರೆ. ಈ ರೀತಿ ಪ್ರತಿನಿತ್ಯ ಸುಮಾರು 60 ಜನರಿಂದ 01 ಕೋಟಿಯವರೆಗೆ Investment fraud ಗೆ ಒಳಗಾಗುತ್ತಿದ್ದಾರೆ. ಸೈಬರ್ ವಂಚನೆಗೆ ಪರಿಹಾರಗಳು: ಕರೆಗಳನ್ನು ಸ್ವೀಕರಿಸಿ ಹಣ ಕಳೆದುಕೊಂಡಲ್ಲಿ ಕೂಡಲೇ 1930 ಗೆ ಕರೆ ಮಾಡುವುದು ಹಾಗೂ ಹತ್ತಿರದ ಪೊಲೀಸ್ ಠಾಣೆಗೆ ತಕ್ಷಣವೇ ದೂರು ನೀಡುವುದು. ಅಪರಿಚಿತ ಲಿಂಕ್, ನಕಲಿ ಲೋನ್ ಆ್ಯಪ್, ನಕಲಿ ಪಾರ್ಟ್ ಟೈಮ್ ಜಾಬ್ ಆಫರ್ ಗಳಿಂದ ದೂರ ಇರುವುದು. APK ಫೈಲ್ ಗಳನ್ನು ಡೌನ್ ಲೋಡ್ ಮಾಡದಿರುವುದು. ಸಾಮಾಜಿಕ ಜಾಲತಾಣಗಳ ಅಪರಿಚಿತ ವ್ಯಕ್ತಿಗಳ ಜೊತೆ ಆಪ್ತತೆ ಬೆಳೆಸದಿರುವುದು. — [890, 702, 1090, 835]
brand-logo — [108, 32, 508, 132]
bed-label: ಬಿ.ಇಡಿ ಪದವಿ ಪರೀಕ್ಷೆ : ನಿಷೇಧಾಜ್ಞೆ ಜಾರಿ — [668, 1656, 842, 1760]
